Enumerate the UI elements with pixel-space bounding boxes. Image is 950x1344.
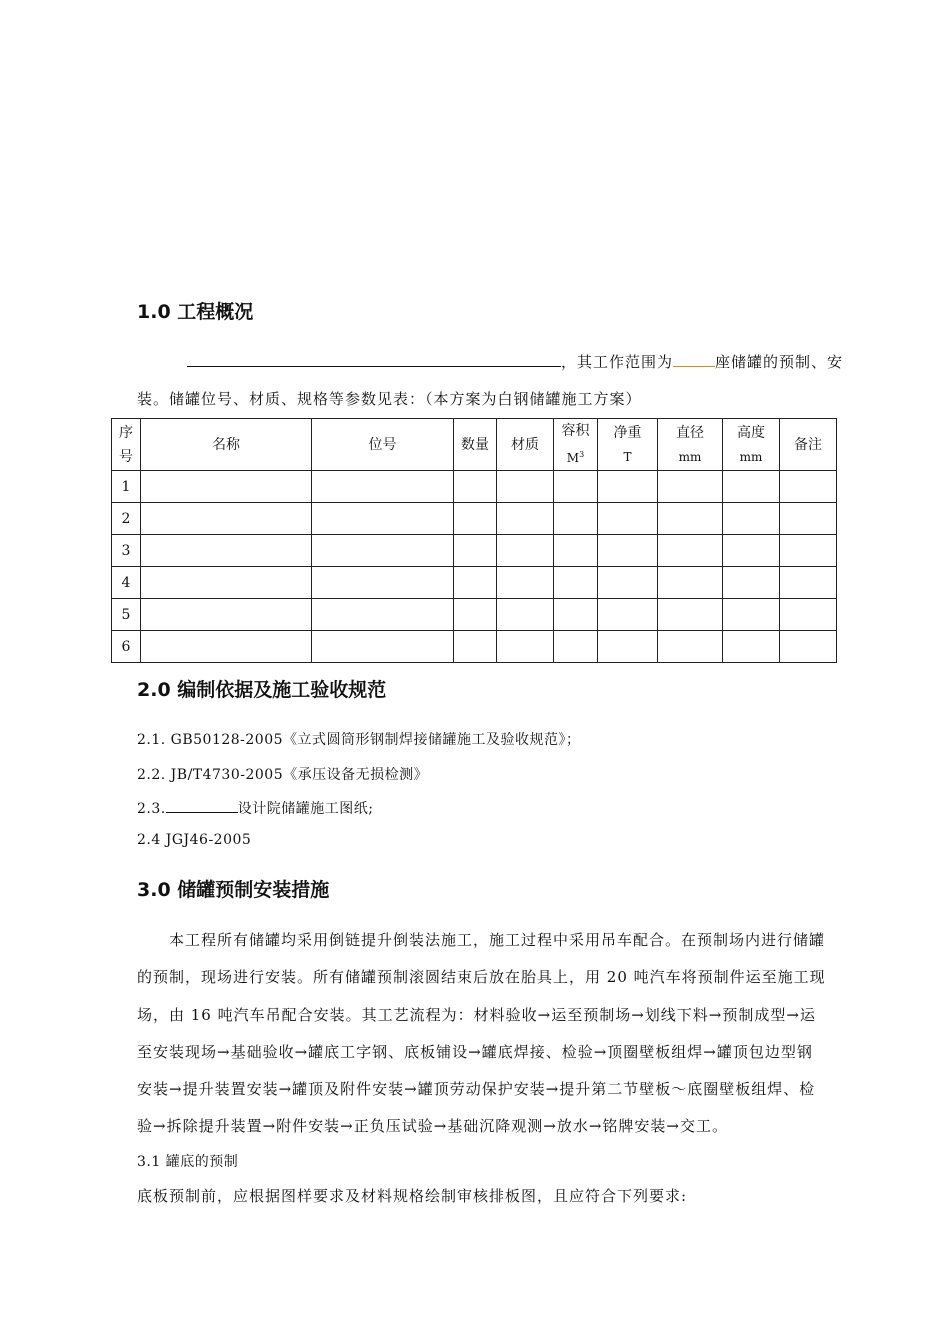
basis-item-3: 2.3. 设计院储罐施工图纸; (137, 798, 373, 818)
basis-item-1: 2.1. GB50128-2005《立式圆筒形钢制焊接储罐施工及验收规范》； (137, 732, 581, 748)
table-row: 4 (112, 567, 885, 599)
basis-item-4: 2.4 JGJ46-2005 (137, 832, 252, 848)
section1-heading: 1.0 工程概况 (137, 301, 254, 323)
para-line: 场，由 16 吨汽车吊配合安装。其工艺流程为：材料验收→运至预制场→划线下料→预制成型→运 (137, 1006, 816, 1024)
tank-spec-table (111, 418, 885, 663)
section2-heading: 2.0 编制依据及施工验收规范 (137, 679, 387, 701)
section1-line1 (187, 351, 843, 372)
scope-text: ，其工作范围为 (561, 353, 674, 371)
header-position: 位号 (312, 419, 454, 471)
para-line: 验→拆除提升装置→附件安装→正负压试验→基础沉降观测→放水→铭牌安装→交工。 (137, 1117, 728, 1135)
design-institute-blank (166, 798, 238, 813)
header-qty: 数量 (454, 419, 497, 471)
para-line: 的预制，现场进行安装。所有储罐预制滚圆结束后放在胎具上，用 20 吨汽车将预制件运至施工现 (137, 968, 826, 986)
header-material: 材质 (497, 419, 554, 471)
para-line: 至安装现场→基础验收→罐底工字钢、底板铺设→罐底焊接、检验→顶圈壁板组焊→罐顶包边型钢 (137, 1043, 813, 1061)
table-header-row (112, 419, 885, 471)
table-row: 1 (112, 471, 885, 503)
header-diameter: 直径 mm (658, 419, 723, 471)
sub-heading-3-1: 3.1 罐底的预制 (137, 1154, 239, 1170)
scope-tail: 座储罐的预制、安 (715, 353, 844, 371)
header-name: 名称 (141, 419, 312, 471)
table-row: 2 (112, 503, 885, 535)
table-row: 5 (112, 599, 885, 631)
header-remarks: 备注 (780, 419, 837, 471)
section1-line2: 装。储罐位号、材质、规格等参数见表：（本方案为白钢储罐施工方案） (137, 390, 642, 408)
para-line: 本工程所有储罐均采用倒链提升倒装法施工，施工过程中采用吊车配合。在预制场内进行储罐 (169, 931, 826, 949)
header-weight: 净重 T (598, 419, 658, 471)
table-row: 3 (112, 535, 885, 567)
para-line: 安装→提升装置安装→罐顶及附件安装→罐顶劳动保护安装→提升第二节壁板～底圈壁板组焊、检 (137, 1080, 816, 1098)
header-volume: 容积 $M^3$ (554, 419, 598, 471)
tank-count-blank (673, 352, 715, 367)
header-height: 高度 mm (723, 419, 780, 471)
project-name-blank (187, 352, 561, 367)
basis-item-2: 2.2. JB/T4730-2005《承压设备无损检测》 (137, 767, 429, 783)
sub-text-3-1: 底板预制前，应根据图样要求及材料规格绘制审核排板图，且应符合下列要求: (137, 1187, 688, 1205)
section3-heading: 3.0 储罐预制安装措施 (137, 879, 330, 901)
table-row: 6 (112, 631, 885, 663)
header-seq: 序 号 (112, 419, 141, 471)
